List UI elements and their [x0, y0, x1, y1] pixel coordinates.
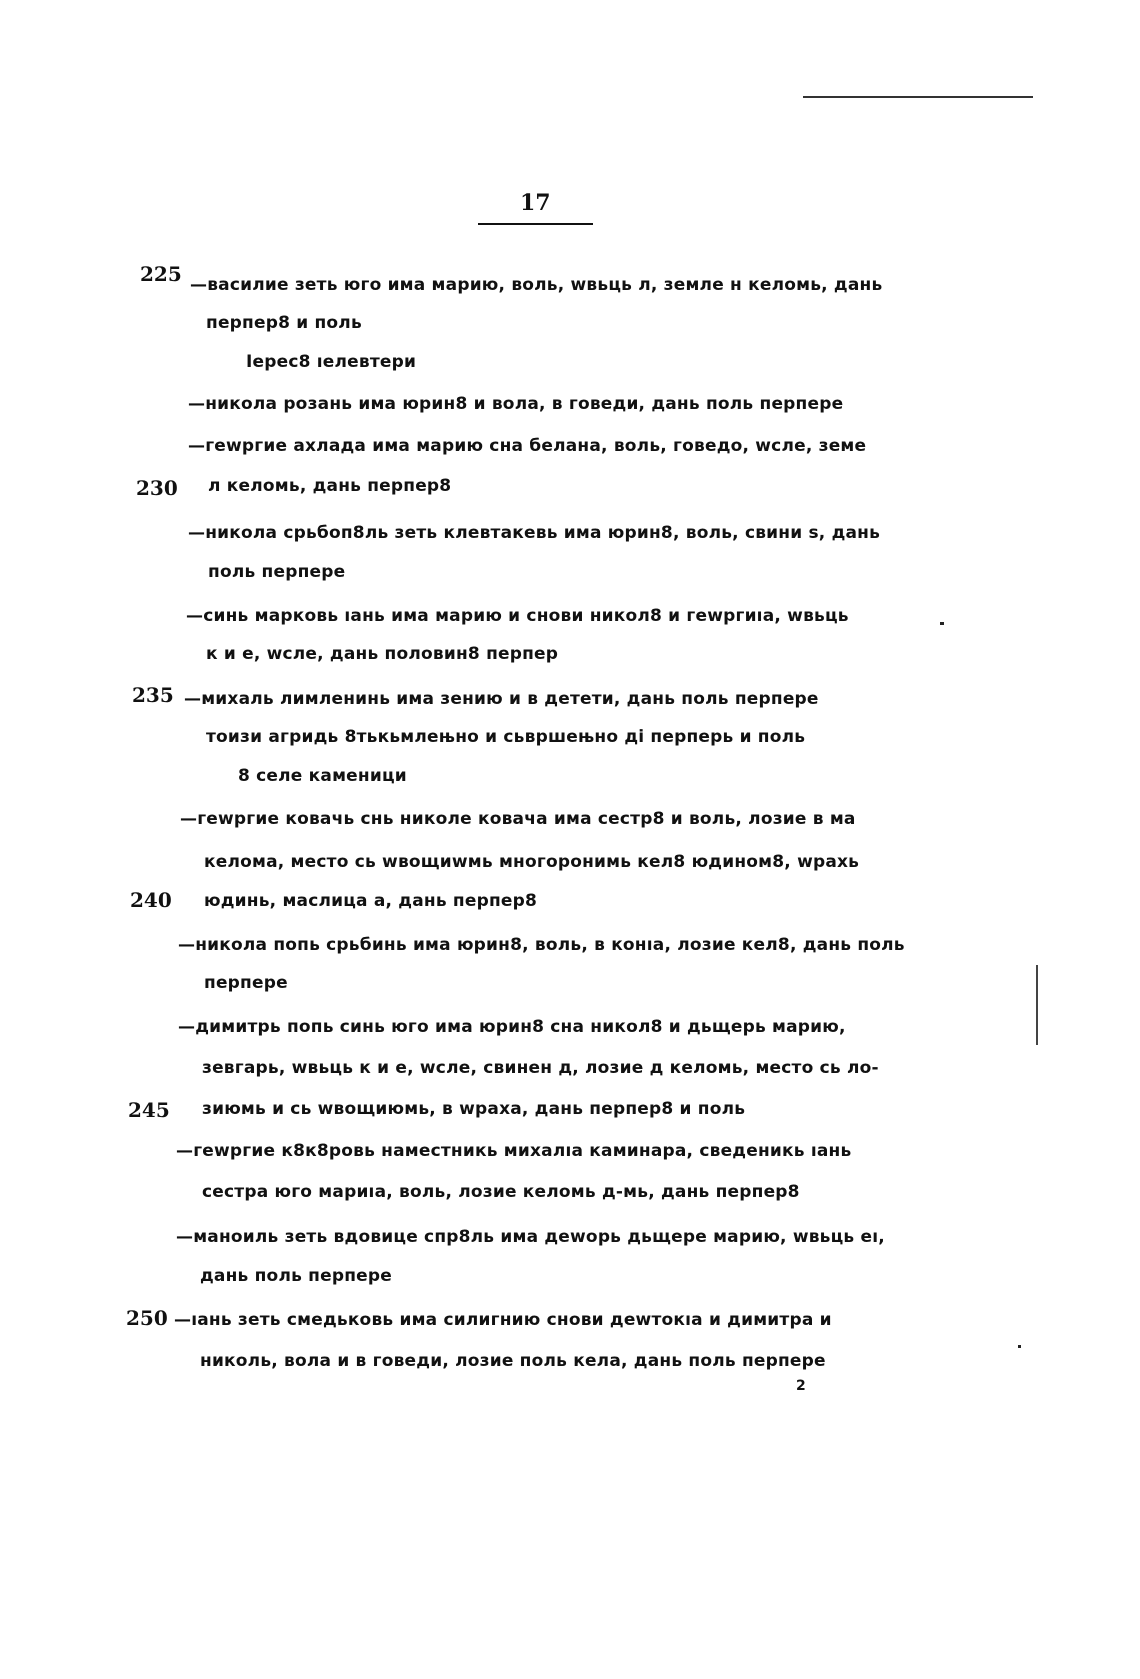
line-number-235: 235 — [132, 683, 174, 707]
scan-artifact — [940, 622, 944, 625]
line-number-230: 230 — [136, 476, 178, 500]
line-number-225: 225 — [140, 262, 182, 286]
text-line: зиюмь и сь wвощиюмь, в wраха, дань перпер8 и поль — [202, 1099, 746, 1119]
text-line: —никола розань има юрин8 и вола, в говеди, дань поль перпере — [188, 394, 844, 414]
page-number: 17 — [520, 190, 551, 216]
text-line: —михаль лимленинь има зению и в детети, дань поль перпере — [184, 689, 819, 709]
text-line: николь, вола и в говеди, лозие поль кела, дань поль перпере — [200, 1351, 826, 1371]
text-line: л келомь, дань перпер8 — [208, 476, 452, 496]
text-line: перпере — [204, 973, 288, 993]
text-line: —димитрь попь синь юго има юрин8 сна никол8 и дьщерь марию, — [178, 1017, 846, 1037]
signature-mark: 2 — [796, 1378, 806, 1394]
text-line: —василие зеть юго има марию, воль, wвьць л, земле н келомь, дань — [190, 275, 883, 295]
text-line: сестра юго мариıа, воль, лозие келомь д-мь, дань перпер8 — [202, 1182, 800, 1202]
text-line: —никола срьбоп8ль зеть клевтакевь има юрин8, воль, свини s, дань — [188, 523, 881, 543]
text-line: —маноиль зеть вдовице спр8ль има деwорь дьщере марию, wвьць еı, — [176, 1227, 885, 1247]
section-heading: Iерес8 ıелевтери — [246, 352, 417, 372]
text-line: —синь марковь ıань има марию и снови никол8 и геwргиıа, wвьць — [186, 606, 849, 626]
text-line: келома, место сь wвощиwмь многоронимь кел8 юдином8, wрахь — [204, 852, 860, 872]
page-number-underline — [478, 223, 593, 225]
scan-artifact — [1018, 1345, 1021, 1348]
text-line: —никола попь срьбинь има юрин8, воль, в конıа, лозие кел8, дань поль — [178, 935, 905, 955]
text-line: зевгарь, wвьць к и е, wсле, свинен д, лозие д келомь, место сь ло- — [202, 1058, 879, 1078]
scan-artifact — [1036, 965, 1038, 1045]
text-line: дань поль перпере — [200, 1266, 392, 1286]
line-number-250: 250 — [126, 1306, 168, 1330]
text-line: —геwргие ахлада има марию сна беланa, воль, говедо, wсле, земе — [188, 436, 867, 456]
line-number-245: 245 — [128, 1098, 170, 1122]
text-line: юдинь, маслица а, дань перпер8 — [204, 891, 538, 911]
section-heading: 8 селе каменици — [238, 766, 407, 786]
text-line: —ıань зеть смедьковь има силигнию снови деwтокıа и димитра и — [174, 1310, 832, 1330]
line-number-240: 240 — [130, 888, 172, 912]
top-rule — [803, 96, 1033, 98]
text-line: поль перпере — [208, 562, 346, 582]
text-line: к и е, wсле, дань половин8 перпер — [206, 644, 559, 664]
text-line: —геwргие к8к8ровь наместникь михалıа каминара, сведеникь ıань — [176, 1141, 852, 1161]
text-line: —геwргие ковачь снь николе ковача има сестр8 и воль, лозие в ма — [180, 809, 856, 829]
text-line: перпер8 и поль — [206, 313, 362, 333]
text-line: тоизи агридь 8тькьмлењно и сьвршењно ді перперь и поль — [206, 727, 806, 747]
